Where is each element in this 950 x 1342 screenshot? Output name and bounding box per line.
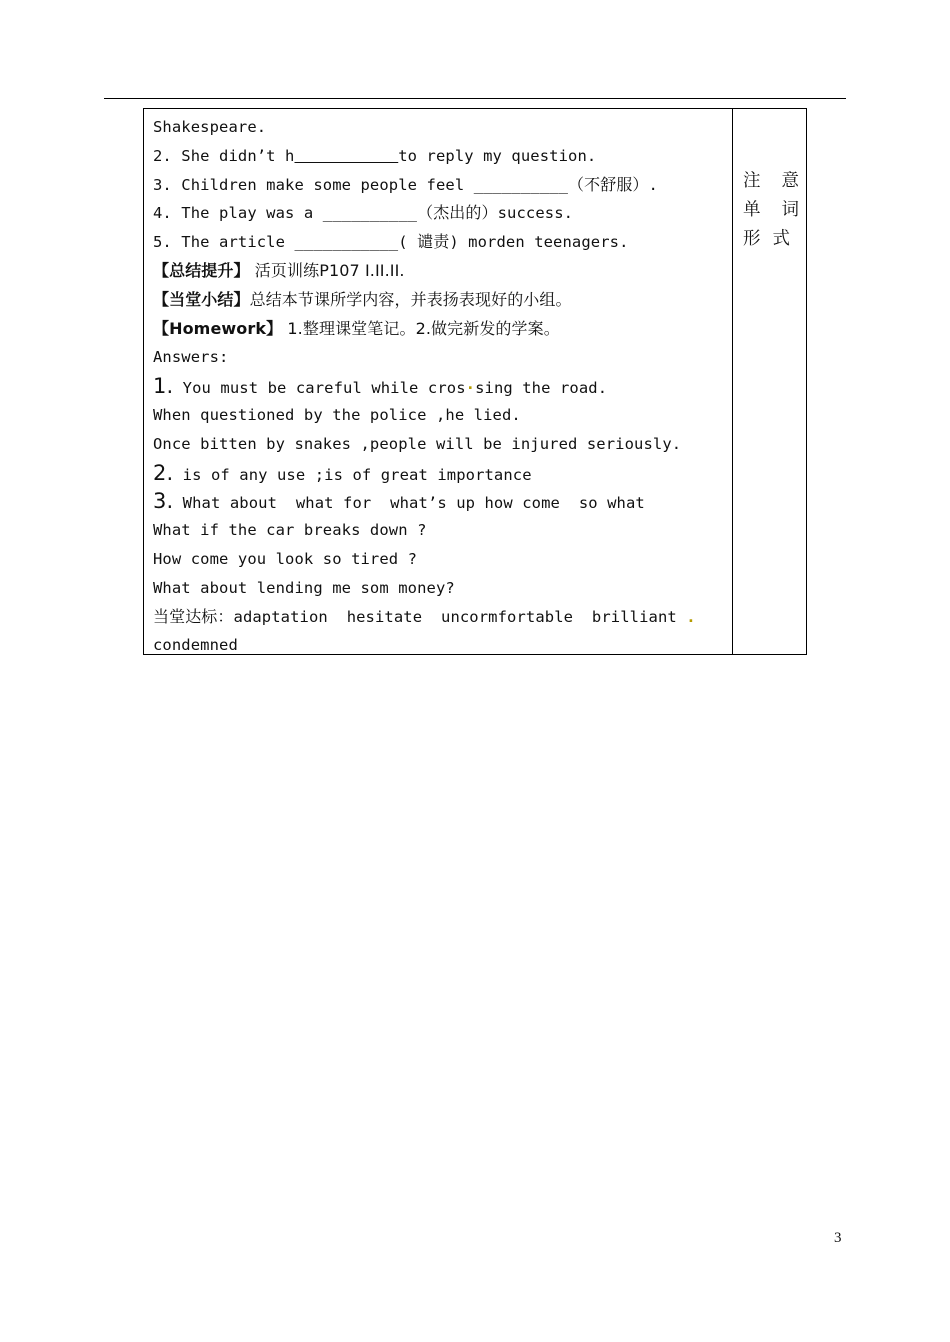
text: When questioned by the police ,he lied. — [153, 405, 521, 424]
class-summary-line — [153, 286, 732, 315]
text: sing the road. — [475, 379, 608, 398]
text: You must be careful while cros — [173, 379, 466, 398]
side-note-row — [743, 225, 799, 254]
mark-dot: · — [465, 379, 476, 398]
answer-number: 2. — [153, 460, 174, 485]
exercise-5 — [153, 228, 732, 257]
text: ( — [398, 233, 418, 252]
side-note-cell — [733, 109, 806, 654]
text-line — [153, 516, 732, 545]
page-number: 3 — [834, 1230, 842, 1246]
text: success. — [497, 204, 574, 223]
side-note-char: 词 — [781, 200, 799, 220]
text: ) morden teenagers. — [449, 233, 629, 252]
text: Answers: — [153, 348, 229, 367]
text: 2. She didn’t h — [153, 146, 295, 165]
side-note-char: 注 — [743, 171, 761, 191]
text-line — [153, 545, 732, 574]
exercise-4 — [153, 199, 732, 228]
answer-1 — [153, 372, 732, 401]
section-label: 【总结提升】 — [153, 260, 250, 280]
homework-line — [153, 315, 732, 344]
answer-blank: __________ — [322, 204, 418, 223]
text-line — [153, 113, 732, 142]
answer-number: 3. — [153, 489, 174, 514]
target-line — [153, 603, 732, 632]
exercise-3 — [153, 171, 732, 200]
text: 总结本节课所学内容，并表扬表现好的小组。 — [249, 289, 572, 309]
text: 1.整理课堂笔记。2.做完新发的学案。 — [282, 318, 560, 338]
text: What about lending me som money? — [153, 578, 455, 597]
side-note-char: 意 — [781, 171, 799, 191]
text: 4. The play was a — [153, 204, 323, 223]
section-label: 当堂达标： — [153, 606, 234, 626]
text: What about what for what’s up how come so what — [173, 494, 645, 513]
header-rule — [104, 98, 846, 99]
exercise-2 — [153, 142, 732, 171]
side-note-char: 单 — [743, 200, 761, 220]
text-line — [153, 631, 732, 660]
side-note — [743, 167, 799, 254]
text-line — [153, 430, 732, 459]
answers-heading — [153, 343, 732, 372]
answer-number: 1. — [153, 374, 174, 399]
text-line — [153, 574, 732, 603]
answer-blank — [294, 147, 398, 165]
side-note-char: 式 — [772, 229, 790, 249]
text: 活页训练P107 I.II.II. — [249, 260, 405, 280]
text-line — [153, 401, 732, 430]
hint: （不舒服） — [568, 174, 649, 194]
hint: （杰出的） — [417, 203, 498, 223]
text: . — [648, 175, 658, 194]
answer-blank: __________ — [473, 175, 569, 194]
text: Shakespeare. — [153, 118, 267, 136]
mark-dot: . — [686, 607, 696, 626]
text: How come you look so tired ? — [153, 549, 418, 568]
answer-blank: ___________ — [294, 233, 399, 252]
answer-3 — [153, 487, 732, 516]
text: 5. The article — [153, 233, 295, 252]
text: condemned — [153, 636, 238, 655]
text: Once bitten by snakes ,people will be injured seriously. — [153, 434, 682, 453]
summary-line — [153, 257, 732, 286]
main-cell — [144, 109, 733, 654]
text: What if the car breaks down ? — [153, 521, 427, 540]
text: adaptation hesitate uncormfortable brilliant — [233, 607, 687, 626]
text: 3. Children make some people feel — [153, 175, 474, 194]
side-note-row — [743, 167, 799, 196]
answer-2 — [153, 459, 732, 488]
hint: 谴责 — [417, 232, 450, 252]
side-note-row — [743, 196, 799, 225]
content-table — [143, 108, 807, 655]
side-note-char: 形 — [743, 229, 761, 249]
section-label: 【当堂小结】 — [153, 289, 250, 309]
text: to reply my question. — [398, 146, 597, 165]
text: is of any use ;is of great importance — [173, 465, 532, 484]
section-label: 【Homework】 — [153, 318, 283, 338]
